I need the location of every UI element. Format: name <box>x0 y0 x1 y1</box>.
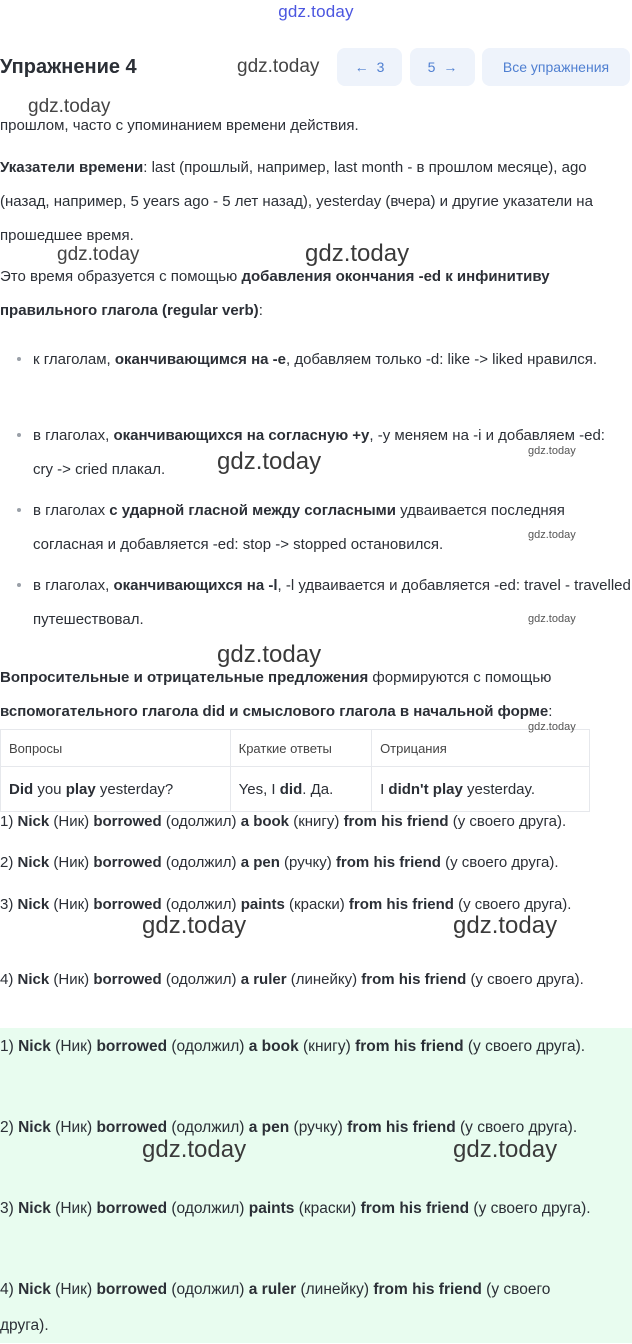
formation-post: : <box>258 302 263 319</box>
object-ru: (книгу) <box>293 813 340 830</box>
bullet-dot <box>17 433 21 437</box>
rule-bold: оканчивающихся на -l <box>113 577 278 594</box>
from-friend: from his friend <box>335 854 441 871</box>
next-exercise-number: 5 <box>427 59 436 75</box>
formation-pre: Это время образуется с помощью <box>0 268 242 285</box>
from-friend: from his friend <box>347 1119 456 1136</box>
item-number: 3) <box>0 1200 14 1217</box>
q-did: Did <box>9 780 34 798</box>
prev-exercise-number: 3 <box>376 59 385 75</box>
borrowed-ru: (одолжил) <box>171 1200 245 1217</box>
from-friend-ru: (у своего друга). <box>0 1281 551 1334</box>
answer-item <box>0 1191 630 1227</box>
rule-pre: к глаголам, <box>33 351 115 368</box>
watermark: gdz.today <box>217 641 322 668</box>
borrowed-ru: (одолжил) <box>165 971 237 988</box>
object-ru: (краски) <box>289 896 345 913</box>
questions-post: : <box>548 703 553 720</box>
from-friend-ru: (у своего друга). <box>473 1200 591 1217</box>
item-number: 2) <box>0 854 14 871</box>
object: a ruler <box>248 1281 297 1298</box>
watermark: gdz.today <box>237 56 320 77</box>
borrowed: borrowed <box>96 1281 168 1298</box>
formation-bold: добавления окончания -ed к инфинитиву правильного глагола (regular verb) <box>0 268 550 319</box>
time-markers <box>0 151 630 253</box>
rule-bold: оканчивающимся на -e <box>114 351 286 368</box>
q-rest: yesterday? <box>95 780 174 798</box>
rule-item <box>33 343 632 377</box>
borrowed: borrowed <box>96 1119 168 1136</box>
nick: Nick <box>17 971 50 988</box>
nick-ru: (Ник) <box>53 896 90 913</box>
questions-rule <box>0 661 630 729</box>
borrowed-ru: (одолжил) <box>171 1281 245 1298</box>
object: a pen <box>240 854 280 871</box>
rule-item <box>33 494 623 562</box>
n-pre: I <box>380 780 389 798</box>
object: paints <box>248 1200 295 1217</box>
arrow-left-icon: ← <box>354 59 369 75</box>
watermark: gdz.today <box>528 613 576 625</box>
object-ru: (краски) <box>298 1200 357 1217</box>
watermark: gdz.today <box>28 96 111 117</box>
a-did: did <box>279 780 303 798</box>
bullet-dot <box>17 508 21 512</box>
from-friend: from his friend <box>360 1200 470 1217</box>
nick-ru: (Ник) <box>53 813 90 830</box>
grammar-table <box>0 729 590 812</box>
from-friend-ru: (у своего друга). <box>467 1038 586 1055</box>
questions-mid: формируются с помощью <box>368 669 552 686</box>
from-friend: from his friend <box>361 971 467 988</box>
rule-post: удваивается последняя согласная и добавляется -ed: stop -> stopped остановился. <box>33 502 565 553</box>
object-ru: (ручку) <box>293 1119 343 1136</box>
watermark: gdz.today <box>453 912 558 939</box>
object-ru: (линейку) <box>300 1281 370 1298</box>
prev-exercise-button[interactable] <box>337 48 402 86</box>
nick-ru: (Ник) <box>53 854 90 871</box>
answer-item <box>0 1272 580 1344</box>
object: a pen <box>248 1119 290 1136</box>
from-friend-ru: (у своего друга). <box>460 1119 578 1136</box>
object: paints <box>240 896 285 913</box>
nick: Nick <box>18 1038 51 1055</box>
rule-post: , -l удваивается и добавляется -ed: travel - travelled путешествовал. <box>33 577 631 628</box>
table-header-row <box>1 730 590 767</box>
borrowed: borrowed <box>93 971 162 988</box>
item-number: 4) <box>0 1281 14 1298</box>
table-header-cell: Вопросы <box>1 730 231 767</box>
arrow-right-icon: → <box>443 59 458 75</box>
answer-item <box>0 1029 620 1065</box>
item-number: 1) <box>0 1038 14 1055</box>
nick: Nick <box>18 1200 51 1217</box>
nick-ru: (Ник) <box>55 1038 93 1055</box>
watermark: gdz.today <box>142 1136 247 1163</box>
task-item <box>0 805 630 839</box>
nick-ru: (Ник) <box>55 1119 93 1136</box>
nick: Nick <box>17 896 50 913</box>
watermark: gdz.today <box>305 240 410 267</box>
borrowed-ru: (одолжил) <box>171 1038 245 1055</box>
from-friend-ru: (у своего друга). <box>470 971 584 988</box>
item-number: 1) <box>0 813 14 830</box>
task-item <box>0 963 600 997</box>
borrowed-ru: (одолжил) <box>165 854 237 871</box>
object: a ruler <box>240 971 287 988</box>
q-you: you <box>33 780 66 798</box>
questions-bold: Вопросительные и отрицательные предложения <box>0 669 369 686</box>
from-friend: from his friend <box>348 896 454 913</box>
from-friend: from his friend <box>343 813 449 830</box>
nick-ru: (Ник) <box>55 1200 93 1217</box>
next-exercise-button[interactable] <box>410 48 475 86</box>
nick: Nick <box>18 1281 51 1298</box>
rule-bold: с ударной гласной между согласными <box>109 502 396 519</box>
rule-post: , -y меняем на -i и добавляем -ed: cry -> cried плакал. <box>33 427 605 478</box>
watermark: gdz.today <box>57 244 140 265</box>
rule-post: , добавляем только -d: like -> liked нравился. <box>286 351 598 368</box>
nick-ru: (Ник) <box>53 971 90 988</box>
watermark: gdz.today <box>528 445 576 457</box>
a-post: . Да. <box>302 780 334 798</box>
watermark: gdz.today <box>528 721 576 733</box>
item-number: 3) <box>0 896 14 913</box>
rule-pre: в глаголах, <box>33 577 114 594</box>
all-exercises-button[interactable]: Все упражнения <box>482 48 630 86</box>
site-logo[interactable]: gdz.today <box>278 2 354 21</box>
table-header-cell: Краткие ответы <box>230 730 371 767</box>
object-ru: (ручку) <box>284 854 332 871</box>
rule-item <box>33 569 632 637</box>
rule-pre: в глаголах, <box>33 427 114 444</box>
from-friend-ru: (у своего друга). <box>458 896 572 913</box>
formation-rule <box>0 260 630 328</box>
borrowed: borrowed <box>93 896 162 913</box>
watermark: gdz.today <box>453 1136 558 1163</box>
table-header-cell: Отрицания <box>372 730 590 767</box>
object-ru: (линейку) <box>290 971 358 988</box>
a-pre: Yes, I <box>238 780 280 798</box>
nick: Nick <box>18 1119 51 1136</box>
n-post: yesterday. <box>462 780 536 798</box>
nick-ru: (Ник) <box>55 1281 93 1298</box>
q-play: play <box>65 780 96 798</box>
from-friend-ru: (у своего друга). <box>452 813 567 830</box>
time-markers-text: : last (прошлый, например, last month - в прошлом месяце), ago (назад, например, 5 years ago - 5 лет назад), yesterday (вчера) и другие указатели на прошедшее время. <box>0 159 593 244</box>
borrowed: borrowed <box>96 1200 168 1217</box>
borrowed-ru: (одолжил) <box>171 1119 245 1136</box>
object: a book <box>240 813 290 830</box>
borrowed: borrowed <box>93 813 162 830</box>
object: a book <box>248 1038 299 1055</box>
time-markers-label: Указатели времени <box>0 159 144 176</box>
nick: Nick <box>17 813 50 830</box>
page-title: Упражнение 4 <box>0 56 137 78</box>
borrowed-ru: (одолжил) <box>165 813 237 830</box>
bullet-dot <box>17 583 21 587</box>
questions-bold-2: вспомогательного глагола did и смыслового глагола в начальной форме <box>0 703 549 720</box>
theory-intro: прошлом, часто с упоминанием времени действия. <box>0 117 359 134</box>
rule-pre: в глаголах <box>33 502 110 519</box>
from-friend: from his friend <box>355 1038 464 1055</box>
watermark: gdz.today <box>142 912 247 939</box>
watermark: gdz.today <box>528 529 576 541</box>
watermark: gdz.today <box>217 448 322 475</box>
borrowed: borrowed <box>93 854 162 871</box>
n-bold: didn't play <box>388 780 463 798</box>
borrowed-ru: (одолжил) <box>165 896 237 913</box>
item-number: 4) <box>0 971 14 988</box>
item-number: 2) <box>0 1119 14 1136</box>
task-item <box>0 846 630 880</box>
rule-bold: оканчивающихся на согласную +y <box>113 427 370 444</box>
object-ru: (книгу) <box>303 1038 351 1055</box>
bullet-dot <box>17 357 21 361</box>
borrowed: borrowed <box>96 1038 168 1055</box>
from-friend: from his friend <box>373 1281 482 1298</box>
nick: Nick <box>17 854 50 871</box>
from-friend-ru: (у своего друга). <box>445 854 559 871</box>
